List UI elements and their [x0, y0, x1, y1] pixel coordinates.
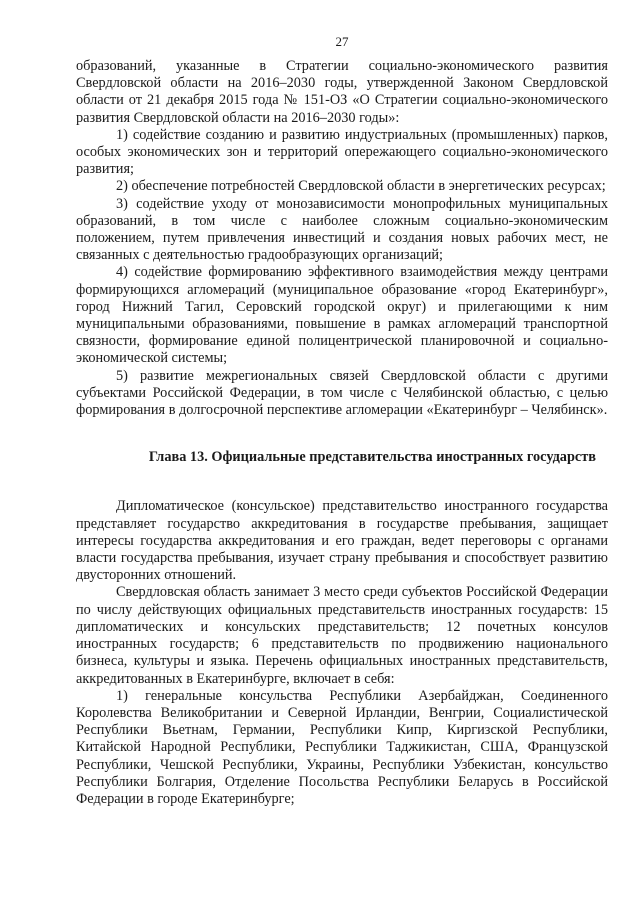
page-content	[76, 58, 608, 808]
spacer	[76, 466, 608, 498]
list-item-1: 1) содействие созданию и развитию индустриальных (промышленных) парков, особых экономических зон и территорий опережающего социально-экономического развития;	[76, 126, 608, 178]
list-item-4: 4) содействие формированию эффективного взаимодействия между центрами формирующихся агломераций (муниципальное образование «город Екатеринбург», город Нижний Тагил, Серовский городской округ) и прилегающими к ним муниципальными образованиями, повышение в рамках агломераций транспортной связности, формирование единой полицентрической планировочной и социально-экономической системы;	[76, 264, 608, 367]
list-item-5: 5) развитие межрегиональных связей Свердловской области с другими субъектами Российской Федерации, в том числе с Челябинской областью, с целью формирования в долгосрочной перспективе агломерации «Екатеринбург – Челябинск».	[76, 367, 608, 419]
paragraph-diplomatic-definition: Дипломатическое (консульское) представительство иностранного государства представляет государство аккредитования в государстве пребывания, защищает интересы государства аккредитования и его граждан, ведет переговоры с органами власти государства пребывания, изучает страну пребывания и способствует развитию двусторонних отношений.	[76, 498, 608, 584]
spacer	[76, 419, 608, 449]
page-number: 27	[335, 34, 349, 49]
list-item-3: 3) содействие уходу от монозависимости монопрофильных муниципальных образований, в том числе с наиболее сложным социально-экономическим положением, путем привлечения инвестиций и создания новых рабочих мест, не связанных с деятельностью градообразующих организаций;	[76, 195, 608, 264]
chapter-title: Глава 13. Официальные представительства иностранных государств	[148, 449, 596, 466]
list-item-consulates: 1) генеральные консульства Республики Азербайджан, Соединенного Королевства Великобритании и Северной Ирландии, Венгрии, Социалистической Республики Вьетнам, Германии, Республики Кипр, Киргизской Республики, Китайской Народной Республики, Республики Таджикистан, США, Французской Республики, Чешской Республики, Украины, Республики Узбекистан, консульство Республики Болгария, Отделение Посольства Республики Беларусь в Российской Федерации в городе Екатеринбурге;	[76, 687, 608, 807]
list-item-2: 2) обеспечение потребностей Свердловской области в энергетических ресурсах;	[116, 178, 606, 195]
paragraph-continuation: образований, указанные в Стратегии социально-экономического развития Свердловской области на 2016–2030 годы, утвержденной Законом Свердловской области от 21 декабря 2015 года № 151-ОЗ «О Стратегии социально-экономического развития Свердловской области на 2016–2030 годы»:	[76, 58, 608, 126]
paragraph-region-ranking: Свердловская область занимает 3 место среди субъектов Российской Федерации по числу действующих официальных представительств иностранных государств: 15 дипломатических и консульских представительств; 12 почетных консулов иностранных государств; 6 представительств по продвижению национального бизнеса, культуры и языка. Перечень официальных иностранных представительств, аккредитованных в Екатеринбурге, включает в себя:	[76, 584, 608, 687]
